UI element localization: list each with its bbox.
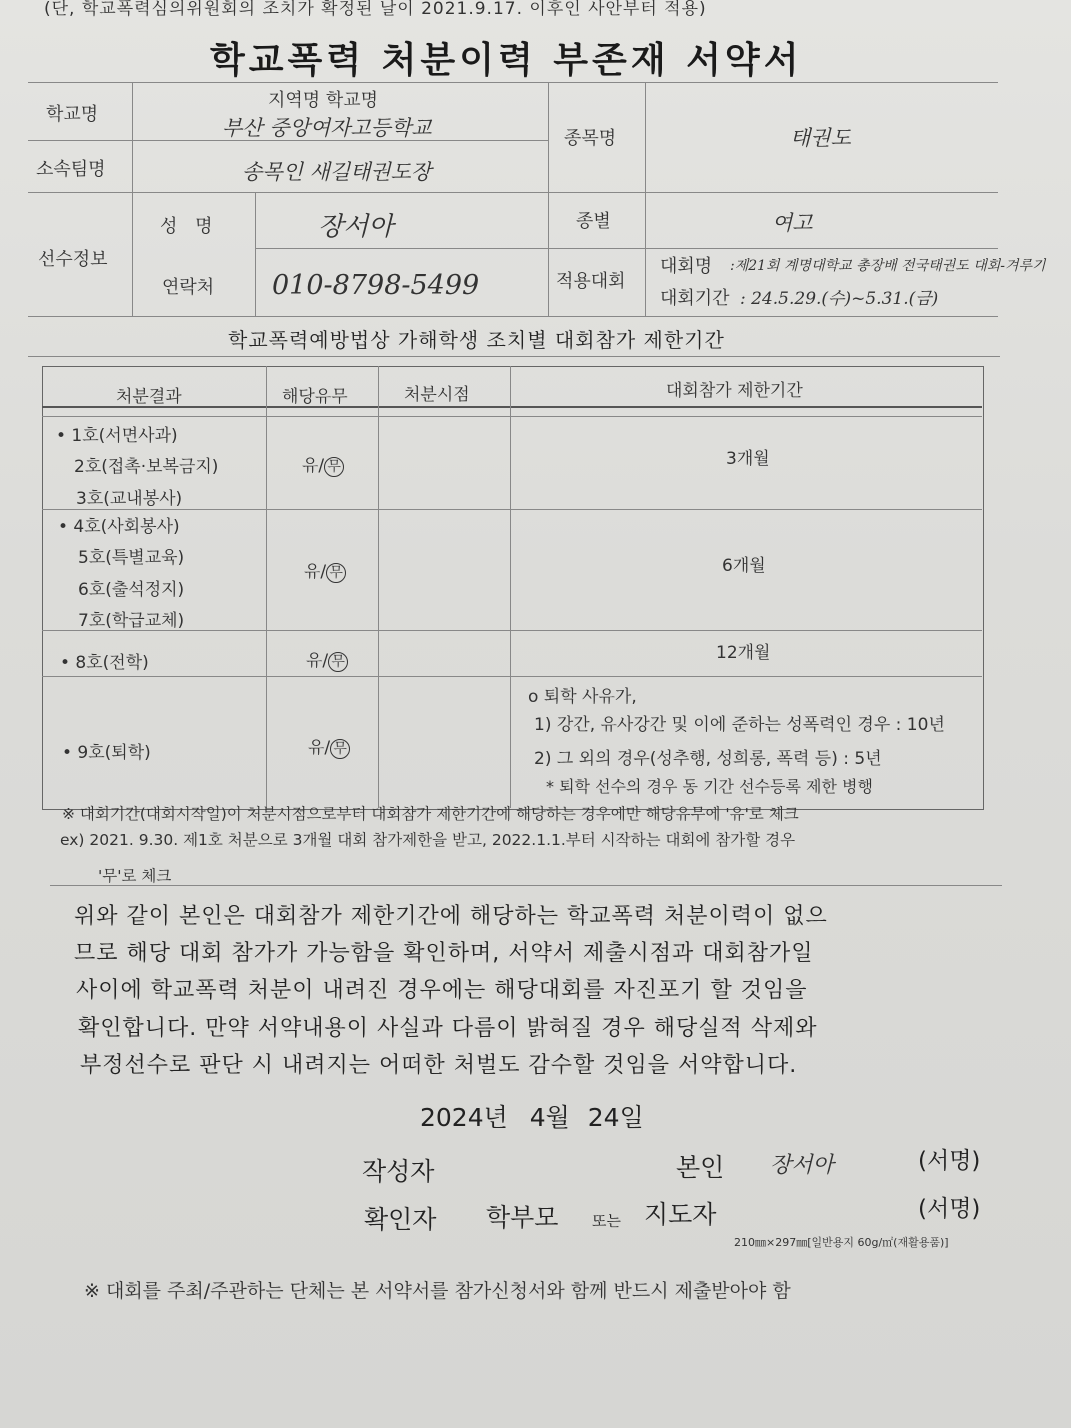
check-label: 유/ <box>306 651 329 671</box>
event-value: 태권도 <box>790 126 851 150</box>
check-label: 유/ <box>304 562 327 582</box>
pledge-line: 사이에 학교폭력 처분이 내려진 경우에는 해당대회를 자진포기 할 것임을 <box>76 978 808 1003</box>
team-value: 송목인 새길태권도장 <box>242 160 432 184</box>
coach-label: 지도자 <box>644 1200 717 1229</box>
form-vline <box>255 192 256 316</box>
or-label: 또는 <box>592 1212 621 1230</box>
comp-period-label: 대회기간 <box>660 288 730 309</box>
comp-period-value: : 24.5.29.(수)~5.31.(금) <box>740 289 939 309</box>
row1-check <box>302 451 344 477</box>
table-line <box>42 509 982 510</box>
circled-mark: 무 <box>326 563 346 583</box>
region-school-header: 지역명 학교명 <box>268 90 379 111</box>
form-vline <box>132 82 133 316</box>
comp-name-value: :제21회 계명대학교 총장배 전국태권도 대회-겨루기 <box>730 258 1046 274</box>
self-value: 장서아 <box>770 1153 834 1178</box>
school-label: 학교명 <box>46 104 99 125</box>
applied-comp-label: 적용대회 <box>556 271 626 292</box>
row2-item: 6호(출석정지) <box>78 580 185 600</box>
category-label: 종별 <box>576 211 611 232</box>
event-label: 종목명 <box>564 128 617 149</box>
circled-mark: 무 <box>324 457 344 477</box>
row3-item: • 8호(전학) <box>60 653 149 673</box>
date-day-suffix: 일 <box>619 1103 644 1132</box>
self-label: 본인 <box>676 1153 725 1182</box>
form-top-line <box>28 82 998 83</box>
row4-period-line: o 퇴학 사유가, <box>528 687 637 707</box>
pledge-line: 부정선수로 판단 시 내려지는 어떠한 처벌도 감수할 것임을 서약합니다. <box>80 1053 798 1078</box>
school-value: 부산 중앙여자고등학교 <box>222 116 432 140</box>
coach-sign: (서명) <box>918 1196 981 1222</box>
header-period: 대회참가 제한기간 <box>666 381 803 401</box>
pledge-line: 므로 해당 대회 참가가 가능함을 확인하며, 서약서 제출시점과 대회참가일 <box>74 941 814 966</box>
circled-mark: 무 <box>330 739 350 759</box>
confirmer-label: 확인자 <box>364 1205 437 1234</box>
footnote: ※ 대회기간(대회시작일)이 처분시점으로부터 대회참가 제한기간에 해당하는 경우에만 해당유무에 '유'로 체크 <box>62 805 799 823</box>
row2-item: 5호(특별교육) <box>78 548 185 568</box>
pledge-line: 위와 같이 본인은 대회참가 제한기간에 해당하는 학교폭력 처분이력이 없으 <box>74 904 828 929</box>
row2-check <box>304 557 346 583</box>
row4-period-line: 2) 그 외의 경우(성추행, 성희롱, 폭력 등) : 5년 <box>534 749 882 769</box>
header-applicable: 해당유무 <box>282 387 348 407</box>
header-time: 처분시점 <box>404 385 470 405</box>
table-line <box>42 416 982 417</box>
row3-check <box>306 646 348 672</box>
table-subtitle: 학교폭력예방법상 가해학생 조치별 대회참가 제한기간 <box>228 328 725 352</box>
contact-label: 연락처 <box>162 277 215 298</box>
row3-period: 12개월 <box>716 643 771 663</box>
form-line <box>28 316 998 317</box>
table-vline <box>378 366 379 808</box>
row4-check <box>308 733 350 759</box>
row1-item: 3호(교내봉사) <box>76 489 183 509</box>
comp-name-label: 대회명 <box>660 256 713 277</box>
check-label: 유/ <box>308 738 331 758</box>
check-label: 유/ <box>302 456 325 476</box>
name-label: 성 명 <box>160 216 219 237</box>
category-value: 여고 <box>772 211 813 235</box>
table-header-line <box>42 406 982 408</box>
row4-period-line: 1) 강간, 유사강간 및 이에 준하는 성폭력인 경우 : 10년 <box>534 715 945 735</box>
form-vline <box>645 82 646 316</box>
player-info-label: 선수정보 <box>38 249 108 270</box>
self-sign: (서명) <box>918 1148 981 1174</box>
footnote-line <box>50 885 1002 886</box>
circled-mark: 무 <box>328 652 348 672</box>
document-title: 학교폭력 처분이력 부존재 서약서 <box>210 40 803 81</box>
parent-label: 학부모 <box>486 1203 559 1232</box>
bottom-note: ※ 대회를 주최/주관하는 단체는 본 서약서를 참가신청서와 함께 반드시 제출받아야 함 <box>84 1280 791 1302</box>
row1-period: 3개월 <box>726 449 770 469</box>
row2-period: 6개월 <box>722 556 766 576</box>
table-vline <box>266 366 267 808</box>
row4-item: • 9호(퇴학) <box>62 743 151 763</box>
form-line <box>255 248 998 249</box>
contact-value: 010-8798-5499 <box>272 270 480 301</box>
form-line <box>28 192 998 193</box>
writer-label: 작성자 <box>362 1157 435 1186</box>
paper-spec: 210㎜×297㎜[일반용지 60g/㎡(재활용품)] <box>734 1236 949 1249</box>
row2-item: • 4호(사회봉사) <box>58 517 180 537</box>
name-value: 장서아 <box>318 212 394 242</box>
form-vline <box>548 82 549 316</box>
date-year-suffix: 년 <box>483 1103 508 1132</box>
pledge-line: 확인합니다. 만약 서약내용이 사실과 다름이 밝혀질 경우 해당실적 삭제와 <box>78 1016 818 1041</box>
date-year: 2024 <box>420 1103 484 1132</box>
notice-text: (단, 학교폭력심의위원회의 조치가 확정된 날이 2021.9.17. 이후인 사안부터 적용) <box>44 0 707 19</box>
date-month-suffix: 월 <box>545 1103 570 1132</box>
subtitle-line <box>28 356 1000 357</box>
header-result: 처분결과 <box>116 387 182 407</box>
row4-period-line: * 퇴학 선수의 경우 동 기간 선수등록 제한 병행 <box>546 777 873 796</box>
date-day: 24 <box>587 1103 620 1132</box>
row1-item: • 1호(서면사과) <box>56 426 178 446</box>
row1-item: 2호(접촉·보복금지) <box>74 457 219 477</box>
date-month: 4 <box>529 1103 546 1132</box>
pledge-date <box>420 1098 644 1134</box>
table-line <box>42 676 982 677</box>
footnote: ex) 2021. 9.30. 제1호 처분으로 3개월 대회 참가제한을 받고, 2022.1.1.부터 시작하는 대회에 참가할 경우 <box>60 831 796 849</box>
row2-item: 7호(학급교체) <box>78 611 185 631</box>
table-vline <box>510 366 511 808</box>
team-label: 소속팀명 <box>36 159 106 180</box>
footnote: '무'로 체크 <box>98 867 172 885</box>
